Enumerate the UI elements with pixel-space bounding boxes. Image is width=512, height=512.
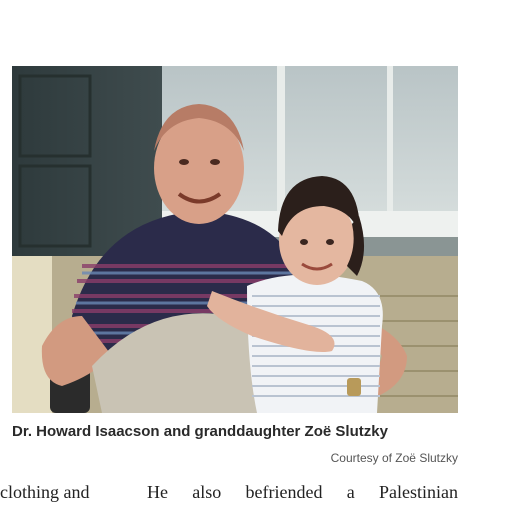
- window-mullion-right: [387, 66, 393, 216]
- window-mullion: [277, 66, 285, 216]
- body-text-right-column: He also befriended a Palestinian: [147, 482, 458, 502]
- photo-credit: Courtesy of Zoë Slutzky: [330, 451, 458, 465]
- body-text-left-column: clothing and: [0, 482, 90, 502]
- family-photo-illustration: [12, 66, 458, 413]
- watch: [347, 378, 361, 396]
- family-photo: [12, 66, 458, 413]
- photo-caption: Dr. Howard Isaacson and granddaughter Zoë Slutzky: [12, 423, 388, 440]
